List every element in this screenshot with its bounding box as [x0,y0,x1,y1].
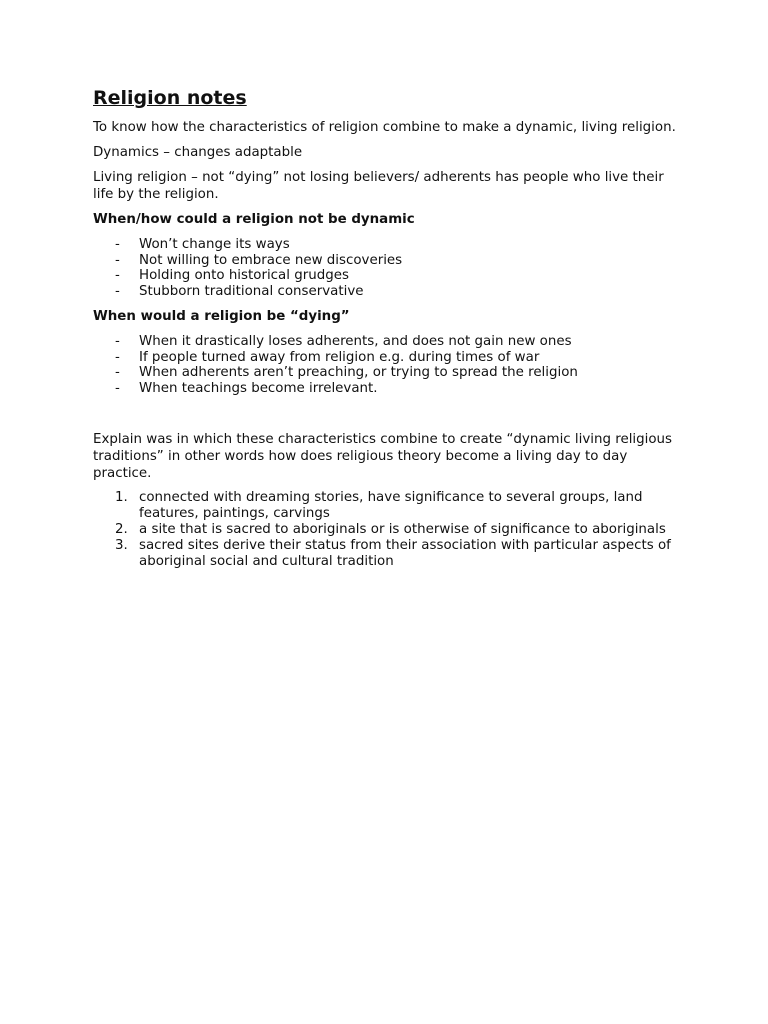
dash-marker: - [115,349,120,365]
dash-marker: - [115,237,120,252]
list-item: - When adherents aren’t preaching, or trying to spread the religion [115,365,578,380]
dash-marker: - [115,334,120,349]
list-item: - Holding onto historical grudges [115,268,349,283]
dash-marker: - [115,252,120,268]
not-dynamic-list [93,237,683,299]
number-marker: 2. [115,522,128,537]
intro-paragraph: To know how the characteristics of religion combine to make a dynamic, living religion. [93,120,676,135]
section-heading-dying: When would a religion be “dying” [93,309,350,324]
list-item: - Not willing to embrace new discoveries [115,252,403,268]
dash-marker: - [115,268,120,283]
list-item: - Stubborn traditional conservative [115,283,364,299]
dying-list [93,334,683,396]
dash-marker: - [115,283,120,299]
numbered-list [93,490,683,570]
document-page [93,86,683,570]
number-marker: 1. [115,490,128,505]
list-item: - Won’t change its ways [115,237,290,252]
list-item: - When it drastically loses adherents, and does not gain new ones [115,334,572,349]
list-item: 3. sacred sites derive their status from their association with particular aspects of aboriginal social and cultural tradition [115,538,671,569]
list-item: 2. a site that is sacred to aboriginals or is otherwise of significance to aboriginals [115,522,666,537]
section-heading-not-dynamic: When/how could a religion not be dynamic [93,212,415,227]
dynamics-definition: Dynamics – changes adaptable [93,145,303,160]
dash-marker: - [115,365,120,380]
number-marker: 3. [115,538,128,553]
list-item: - If people turned away from religion e.g. during times of war [115,349,540,365]
page-title: Religion notes [93,87,247,109]
blank-space [93,405,683,431]
list-item: 1. connected with dreaming stories, have significance to several groups, land features, paintings, carvings [115,490,643,521]
dash-marker: - [115,380,120,396]
living-religion-definition: Living religion – not “dying” not losing believers/ adherents has people who live their life by the religion. [93,170,664,202]
explain-paragraph: Explain was in which these characteristics combine to create “dynamic living religious traditions” in other words how does religious theory become a living day to day practice. [93,432,673,481]
list-item: - When teachings become irrelevant. [115,380,378,396]
